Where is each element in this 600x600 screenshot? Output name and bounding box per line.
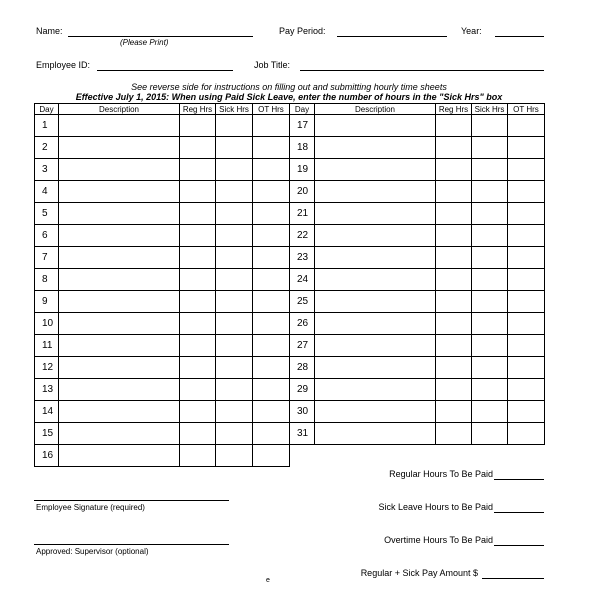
reg-hrs-cell[interactable] [436, 159, 472, 181]
day-cell: 5 [35, 203, 59, 225]
col-day-header: Day [290, 104, 315, 115]
job-title-field[interactable] [300, 70, 544, 71]
reg-hrs-cell[interactable] [436, 247, 472, 269]
sick-hrs-cell[interactable] [216, 313, 253, 335]
col-description-header: Description [59, 104, 180, 115]
ot-hrs-cell[interactable] [253, 159, 290, 181]
day-cell: 20 [290, 181, 315, 203]
col-sick-hrs-header: Sick Hrs [216, 104, 253, 115]
table-row [290, 357, 545, 379]
ot-hrs-cell[interactable] [508, 203, 545, 225]
ot-hrs-cell[interactable] [508, 291, 545, 313]
table-header-row [290, 104, 545, 115]
reg-hrs-cell[interactable] [180, 181, 216, 203]
reg-hrs-cell[interactable] [180, 225, 216, 247]
ot-hrs-cell[interactable] [508, 379, 545, 401]
table-row [35, 181, 290, 203]
col-reg-hrs-header: Reg Hrs [436, 104, 472, 115]
employee-id-label: Employee ID: [36, 60, 91, 70]
day-cell: 6 [35, 225, 59, 247]
employee-signature-line[interactable] [34, 500, 229, 501]
ot-hrs-cell[interactable] [253, 445, 290, 467]
employee-signature-label: Employee Signature (required) [36, 503, 145, 512]
day-cell: 27 [290, 335, 315, 357]
ot-hrs-cell[interactable] [253, 423, 290, 445]
day-cell: 19 [290, 159, 315, 181]
description-cell[interactable] [59, 423, 180, 445]
sick-hrs-cell[interactable] [472, 357, 508, 379]
description-cell[interactable] [315, 313, 436, 335]
timesheet-table-left [34, 103, 290, 467]
day-cell: 31 [290, 423, 315, 445]
regular-hours-label: Regular Hours To Be Paid [389, 469, 493, 479]
supervisor-signature-line[interactable] [34, 544, 229, 545]
reg-hrs-cell[interactable] [180, 159, 216, 181]
table-row [35, 159, 290, 181]
sick-hrs-cell[interactable] [216, 423, 253, 445]
year-label: Year: [461, 26, 482, 36]
day-cell: 28 [290, 357, 315, 379]
reg-hrs-cell[interactable] [436, 137, 472, 159]
sick-hrs-cell[interactable] [216, 401, 253, 423]
description-cell[interactable] [59, 181, 180, 203]
day-cell: 21 [290, 203, 315, 225]
total-pay-label: Regular + Sick Pay Amount $ [360, 568, 478, 578]
description-cell[interactable] [59, 225, 180, 247]
ot-hrs-cell[interactable] [253, 401, 290, 423]
overtime-hours-label: Overtime Hours To Be Paid [384, 535, 493, 545]
ot-hrs-cell[interactable] [508, 159, 545, 181]
table-row [35, 423, 290, 445]
reg-hrs-cell[interactable] [180, 137, 216, 159]
reg-hrs-cell[interactable] [436, 357, 472, 379]
description-cell[interactable] [59, 137, 180, 159]
ot-hrs-cell[interactable] [508, 269, 545, 291]
reg-hrs-cell[interactable] [436, 115, 472, 137]
sick-hrs-cell[interactable] [216, 181, 253, 203]
description-cell[interactable] [315, 357, 436, 379]
table-row [35, 357, 290, 379]
reg-hrs-cell[interactable] [180, 291, 216, 313]
table-row [290, 203, 545, 225]
ot-hrs-cell[interactable] [508, 247, 545, 269]
day-cell: 12 [35, 357, 59, 379]
description-cell[interactable] [59, 247, 180, 269]
day-cell: 8 [35, 269, 59, 291]
description-cell[interactable] [59, 115, 180, 137]
description-cell[interactable] [59, 313, 180, 335]
ot-hrs-cell[interactable] [253, 379, 290, 401]
table-row [290, 291, 545, 313]
day-cell: 24 [290, 269, 315, 291]
table-row [290, 269, 545, 291]
reg-hrs-cell[interactable] [180, 401, 216, 423]
table-row [35, 269, 290, 291]
name-label: Name: [36, 26, 63, 36]
ot-hrs-cell[interactable] [508, 423, 545, 445]
reg-hrs-cell[interactable] [180, 445, 216, 467]
sick-hrs-cell[interactable] [472, 291, 508, 313]
description-cell[interactable] [315, 159, 436, 181]
reg-hrs-cell[interactable] [436, 401, 472, 423]
sick-hrs-cell[interactable] [472, 401, 508, 423]
ot-hrs-cell[interactable] [508, 181, 545, 203]
description-cell[interactable] [315, 247, 436, 269]
sick-hrs-cell[interactable] [216, 445, 253, 467]
table-row [290, 401, 545, 423]
day-cell: 10 [35, 313, 59, 335]
table-row [290, 115, 545, 137]
table-row [290, 137, 545, 159]
day-cell: 14 [35, 401, 59, 423]
reg-hrs-cell[interactable] [436, 335, 472, 357]
overtime-hours-field[interactable] [494, 545, 544, 546]
sick-hrs-cell[interactable] [216, 203, 253, 225]
ot-hrs-cell[interactable] [508, 137, 545, 159]
sick-hrs-cell[interactable] [472, 203, 508, 225]
instructions-note: See reverse side for instructions on filling out and submitting hourly time sheets [131, 82, 447, 92]
description-cell[interactable] [59, 379, 180, 401]
reg-hrs-cell[interactable] [436, 291, 472, 313]
table-row [290, 159, 545, 181]
description-cell[interactable] [315, 203, 436, 225]
reg-hrs-cell[interactable] [436, 423, 472, 445]
table-row [290, 225, 545, 247]
day-cell: 16 [35, 445, 59, 467]
day-cell: 18 [290, 137, 315, 159]
description-cell[interactable] [315, 115, 436, 137]
reg-hrs-cell[interactable] [180, 247, 216, 269]
sick-leave-hours-label: Sick Leave Hours to Be Paid [378, 502, 493, 512]
day-cell: 7 [35, 247, 59, 269]
table-header-row [35, 104, 290, 115]
ot-hrs-cell[interactable] [253, 225, 290, 247]
day-cell: 23 [290, 247, 315, 269]
table-row [290, 335, 545, 357]
name-field[interactable] [68, 36, 253, 37]
ot-hrs-cell[interactable] [253, 115, 290, 137]
sick-hrs-cell[interactable] [216, 357, 253, 379]
reg-hrs-cell[interactable] [180, 313, 216, 335]
col-description-header: Description [315, 104, 436, 115]
ot-hrs-cell[interactable] [508, 401, 545, 423]
day-cell: 9 [35, 291, 59, 313]
sick-hrs-cell[interactable] [472, 269, 508, 291]
reg-hrs-cell[interactable] [180, 115, 216, 137]
sick-hrs-cell[interactable] [216, 115, 253, 137]
ot-hrs-cell[interactable] [253, 247, 290, 269]
table-row [35, 247, 290, 269]
table-row [35, 313, 290, 335]
table-row [35, 401, 290, 423]
year-field[interactable] [495, 36, 544, 37]
pay-period-field[interactable] [337, 36, 447, 37]
sick-hrs-cell[interactable] [216, 269, 253, 291]
reg-hrs-cell[interactable] [436, 203, 472, 225]
description-cell[interactable] [59, 401, 180, 423]
ot-hrs-cell[interactable] [253, 335, 290, 357]
ot-hrs-cell[interactable] [253, 181, 290, 203]
day-cell: 4 [35, 181, 59, 203]
day-cell: 29 [290, 379, 315, 401]
description-cell[interactable] [59, 445, 180, 467]
description-cell[interactable] [315, 401, 436, 423]
day-cell: 1 [35, 115, 59, 137]
description-cell[interactable] [59, 335, 180, 357]
reg-hrs-cell[interactable] [180, 379, 216, 401]
supervisor-signature-label: Approved: Supervisor (optional) [36, 547, 149, 556]
employee-id-field[interactable] [97, 70, 233, 71]
timesheet-table-right [289, 103, 545, 445]
table-row [290, 313, 545, 335]
table-row [35, 291, 290, 313]
table-row [290, 247, 545, 269]
day-cell: 30 [290, 401, 315, 423]
ot-hrs-cell[interactable] [253, 313, 290, 335]
sick-hrs-cell[interactable] [472, 313, 508, 335]
col-ot-hrs-header: OT Hrs [253, 104, 290, 115]
sick-hrs-cell[interactable] [216, 335, 253, 357]
sick-hrs-cell[interactable] [472, 137, 508, 159]
sick-hrs-cell[interactable] [472, 379, 508, 401]
sick-hrs-cell[interactable] [216, 291, 253, 313]
sick-hrs-cell[interactable] [216, 225, 253, 247]
day-cell: 2 [35, 137, 59, 159]
sick-hrs-cell[interactable] [216, 379, 253, 401]
description-cell[interactable] [59, 291, 180, 313]
day-cell: 13 [35, 379, 59, 401]
reg-hrs-cell[interactable] [180, 203, 216, 225]
table-row [290, 181, 545, 203]
day-cell: 11 [35, 335, 59, 357]
total-pay-field[interactable] [482, 578, 544, 579]
table-row [35, 115, 290, 137]
reg-hrs-cell[interactable] [180, 335, 216, 357]
pay-period-label: Pay Period: [279, 26, 326, 36]
sick-hrs-cell[interactable] [472, 115, 508, 137]
ot-hrs-cell[interactable] [508, 335, 545, 357]
day-cell: 25 [290, 291, 315, 313]
ot-hrs-cell[interactable] [508, 313, 545, 335]
description-cell[interactable] [315, 335, 436, 357]
reg-hrs-cell[interactable] [436, 313, 472, 335]
table-row [35, 445, 290, 467]
reg-hrs-cell[interactable] [180, 357, 216, 379]
sick-hrs-cell[interactable] [472, 423, 508, 445]
table-row [290, 423, 545, 445]
sick-hrs-cell[interactable] [216, 159, 253, 181]
reg-hrs-cell[interactable] [180, 269, 216, 291]
reg-hrs-cell[interactable] [436, 181, 472, 203]
reg-hrs-cell[interactable] [436, 269, 472, 291]
col-ot-hrs-header: OT Hrs [508, 104, 545, 115]
please-print-caption: (Please Print) [120, 38, 169, 47]
regular-hours-field[interactable] [494, 479, 544, 480]
page-mark: e [266, 577, 270, 584]
sick-hrs-cell[interactable] [472, 181, 508, 203]
ot-hrs-cell[interactable] [253, 357, 290, 379]
sick-hrs-cell[interactable] [472, 225, 508, 247]
day-cell: 15 [35, 423, 59, 445]
reg-hrs-cell[interactable] [436, 225, 472, 247]
table-row [35, 335, 290, 357]
sick-hrs-cell[interactable] [472, 247, 508, 269]
col-sick-hrs-header: Sick Hrs [472, 104, 508, 115]
table-row [35, 379, 290, 401]
sick-leave-note: Effective July 1, 2015: When using Paid Sick Leave, enter the number of hours in the "Sick Hrs" box [75, 92, 503, 102]
day-cell: 22 [290, 225, 315, 247]
description-cell[interactable] [315, 181, 436, 203]
day-cell: 17 [290, 115, 315, 137]
description-cell[interactable] [315, 291, 436, 313]
description-cell[interactable] [59, 203, 180, 225]
description-cell[interactable] [315, 225, 436, 247]
sick-hrs-cell[interactable] [472, 335, 508, 357]
table-row [35, 137, 290, 159]
table-row [35, 225, 290, 247]
ot-hrs-cell[interactable] [508, 225, 545, 247]
reg-hrs-cell[interactable] [180, 423, 216, 445]
description-cell[interactable] [315, 269, 436, 291]
description-cell[interactable] [59, 269, 180, 291]
description-cell[interactable] [315, 137, 436, 159]
description-cell[interactable] [59, 357, 180, 379]
job-title-label: Job Title: [254, 60, 291, 70]
sick-leave-hours-field[interactable] [494, 512, 544, 513]
ot-hrs-cell[interactable] [253, 137, 290, 159]
day-cell: 26 [290, 313, 315, 335]
sick-hrs-cell[interactable] [216, 247, 253, 269]
ot-hrs-cell[interactable] [508, 115, 545, 137]
description-cell[interactable] [315, 379, 436, 401]
col-day-header: Day [35, 104, 59, 115]
ot-hrs-cell[interactable] [253, 291, 290, 313]
description-cell[interactable] [315, 423, 436, 445]
table-row [35, 203, 290, 225]
description-cell[interactable] [59, 159, 180, 181]
sick-hrs-cell[interactable] [216, 137, 253, 159]
sick-hrs-cell[interactable] [472, 159, 508, 181]
table-row [290, 379, 545, 401]
ot-hrs-cell[interactable] [253, 269, 290, 291]
ot-hrs-cell[interactable] [508, 357, 545, 379]
reg-hrs-cell[interactable] [436, 379, 472, 401]
ot-hrs-cell[interactable] [253, 203, 290, 225]
day-cell: 3 [35, 159, 59, 181]
col-reg-hrs-header: Reg Hrs [180, 104, 216, 115]
